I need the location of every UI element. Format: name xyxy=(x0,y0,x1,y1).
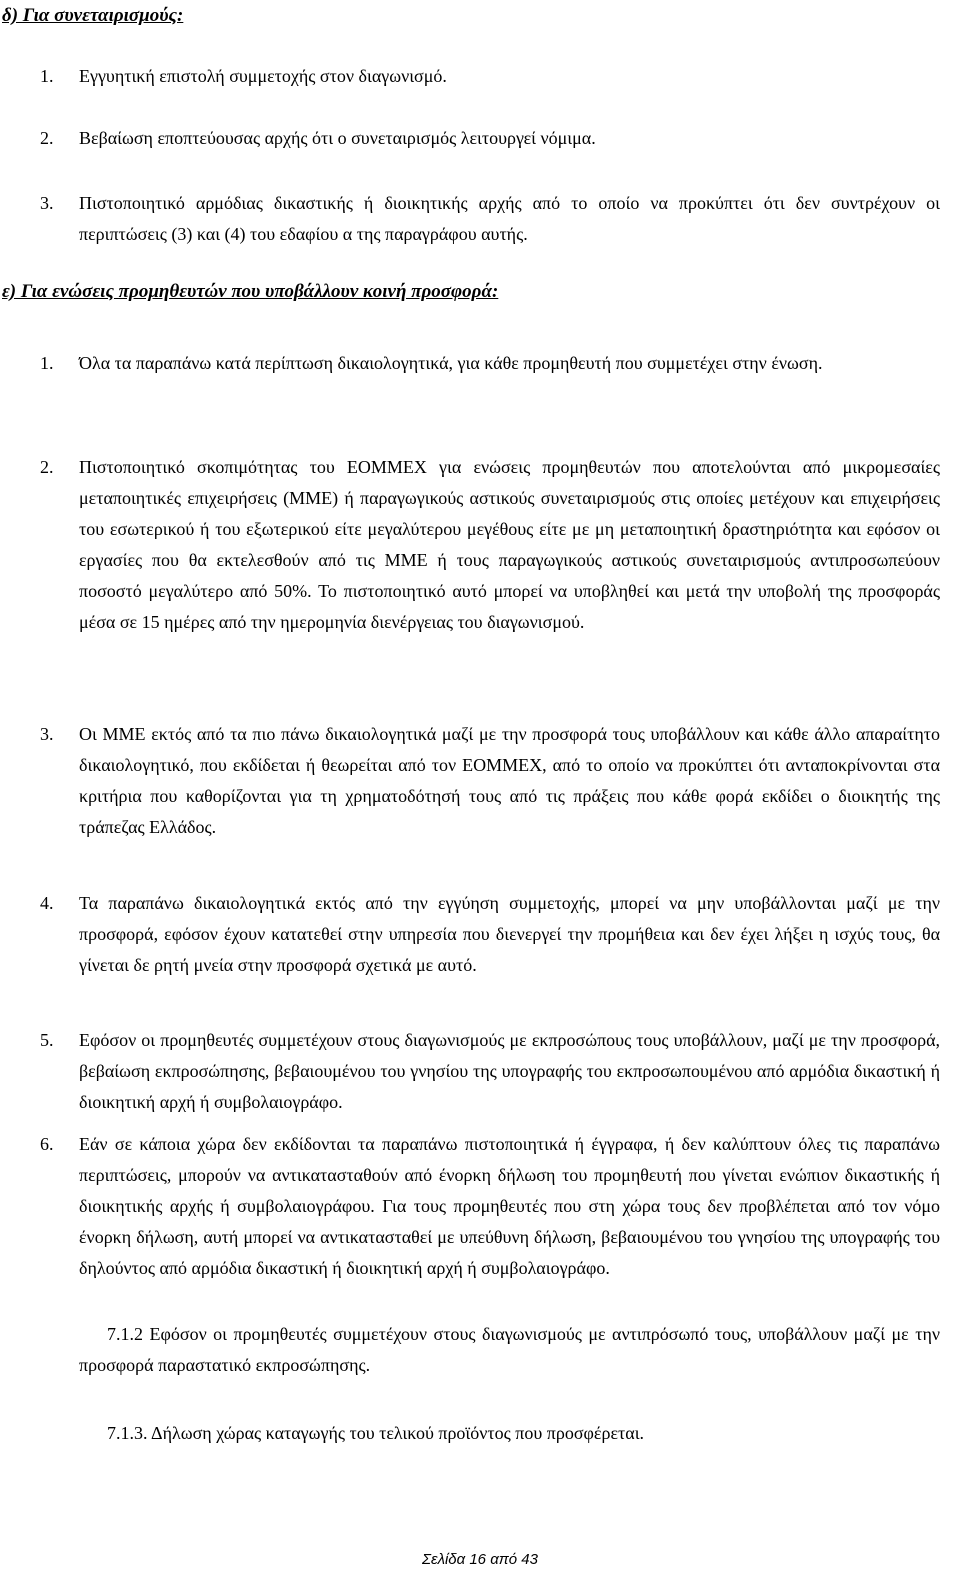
list-item xyxy=(40,123,940,154)
item-text: Βεβαίωση εποπτεύουσας αρχής ότι ο συνεταιρισμός λειτουργεί νόμιμα. xyxy=(79,128,596,148)
item-number: 4. xyxy=(40,893,54,913)
page-number-footer: Σελίδα 16 από 43 xyxy=(421,1551,538,1568)
list-item xyxy=(40,61,940,92)
list-item xyxy=(40,1025,940,1118)
item-number: 1. xyxy=(40,353,54,373)
item-number: 3. xyxy=(40,193,54,213)
heading-cooperatives: δ) Για συνεταιρισμούς: xyxy=(2,5,184,26)
list-item xyxy=(40,348,940,379)
item-number: 2. xyxy=(40,457,54,477)
subsection-7-1-3 xyxy=(79,1418,940,1449)
item-number: 5. xyxy=(40,1030,54,1050)
subsection-text: Εφόσον οι προμηθευτές συμμετέχουν στους διαγωνισμούς με αντιπρόσωπό τους, υποβάλλουν μαζί με την προσφορά παραστατικό εκπροσώπησης. xyxy=(79,1324,941,1375)
subsection-7-1-2 xyxy=(79,1319,940,1381)
item-text: Τα παραπάνω δικαιολογητικά εκτός από την εγγύηση συμμετοχής, μπορεί να μην υποβάλλονται μαζί με την προσφορά, εφόσον έχουν κατατεθεί στην υπηρεσία που διενεργεί την προμήθεια και δεν έχει λήξει η ισχύς τους, θα γίνεται δε ρητή μνεία στην προσφορά σχετικά με αυτό. xyxy=(79,893,940,975)
item-text: Όλα τα παραπάνω κατά περίπτωση δικαιολογητικά, για κάθε προμηθευτή που συμμετέχει στην ένωση. xyxy=(79,353,823,373)
list-item xyxy=(40,1129,940,1284)
list-item xyxy=(40,188,940,250)
subsection-number: 7.1.2 xyxy=(107,1324,143,1344)
item-number: 1. xyxy=(40,66,54,86)
heading-supplier-unions: ε) Για ενώσεις προμηθευτών που υποβάλλουν κοινή προσφορά: xyxy=(2,281,499,302)
item-text: Εφόσον οι προμηθευτές συμμετέχουν στους διαγωνισμούς με εκπροσώπους τους υποβάλλουν, μαζί με την προσφορά, βεβαίωση εκπροσώπησης, βεβαιουμένου του γνησίου της υπογραφής του εκπροσωπουμένου από αρμόδια δικαστική ή διοικητική αρχή ή συμβολαιογράφο. xyxy=(79,1030,940,1112)
list-item xyxy=(40,888,940,981)
list-item xyxy=(40,452,940,638)
item-text: Οι ΜΜΕ εκτός από τα πιο πάνω δικαιολογητικά μαζί με την προσφορά τους υποβάλλουν και κάθε άλλο απαραίτητο δικαιολογητικό, που εκδίδεται ή θεωρείται από τον ΕΟΜΜΕΧ, από το οποίο να προκύπτει ότι ανταποκρίνονται στα κριτήρια που καθορίζονται για τη χρηματοδότησή τους από τις πράξεις που κάθε φορά εκδίδει ο διοικητής της τράπεζας Ελλάδος. xyxy=(79,724,940,837)
item-number: 6. xyxy=(40,1134,54,1154)
item-text: Εγγυητική επιστολή συμμετοχής στον διαγωνισμό. xyxy=(79,66,447,86)
item-text: Πιστοποιητικό σκοπιμότητας του ΕΟΜΜΕΧ για ενώσεις προμηθευτών που αποτελούνται από μικρομεσαίες μεταποιητικές επιχειρήσεις (ΜΜΕ) ή παραγωγικούς αστικούς συνεταιρισμούς στις οποίες μετέχουν και επιχειρήσεις του εσωτερικού ή του εξωτερικού είτε μεγαλύτερου μεγέθους είτε με μη μεταποιητική δραστηριότητα και εφόσον οι εργασίες που θα εκτελεσθούν από τις ΜΜΕ ή τους παραγωγικούς αστικούς συνεταιρισμούς αντιπροσωπεύουν ποσοστό μεγαλύτερο από 50%. Το πιστοποιητικό αυτό μπορεί να υποβληθεί και μετά την υποβολή της προσφοράς μέσα σε 15 ημέρες από την ημερομηνία διενέργειας του διαγωνισμού. xyxy=(79,457,940,632)
subsection-text: Δήλωση χώρας καταγωγής του τελικού προϊόντος που προσφέρεται. xyxy=(151,1423,645,1443)
item-text: Πιστοποιητικό αρμόδιας δικαστικής ή διοικητικής αρχής από το οποίο να προκύπτει ότι δεν συντρέχουν οι περιπτώσεις (3) και (4) του εδαφίου α της παραγράφου αυτής. xyxy=(79,193,940,244)
subsection-number: 7.1.3. xyxy=(107,1423,148,1443)
item-number: 2. xyxy=(40,128,54,148)
list-item xyxy=(40,719,940,843)
item-text: Εάν σε κάποια χώρα δεν εκδίδονται τα παραπάνω πιστοποιητικά ή έγγραφα, ή δεν καλύπτουν όλες τις παραπάνω περιπτώσεις, μπορούν να αντικατασταθούν από ένορκη δήλωση του προμηθευτή που γίνεται ενώπιον δικαστικής ή διοικητικής αρχής ή συμβολαιογράφου. Για τους προμηθευτές που στη χώρα τους δεν προβλέπεται από τον νόμο ένορκη δήλωση, αυτή μπορεί να αντικατασταθεί με υπεύθυνη δήλωση, βεβαιουμένου του γνησίου της υπογραφής του δηλούντος από αρμόδια δικαστική ή διοικητική αρχή ή συμβολαιογράφο. xyxy=(79,1134,940,1278)
item-number: 3. xyxy=(40,724,54,744)
